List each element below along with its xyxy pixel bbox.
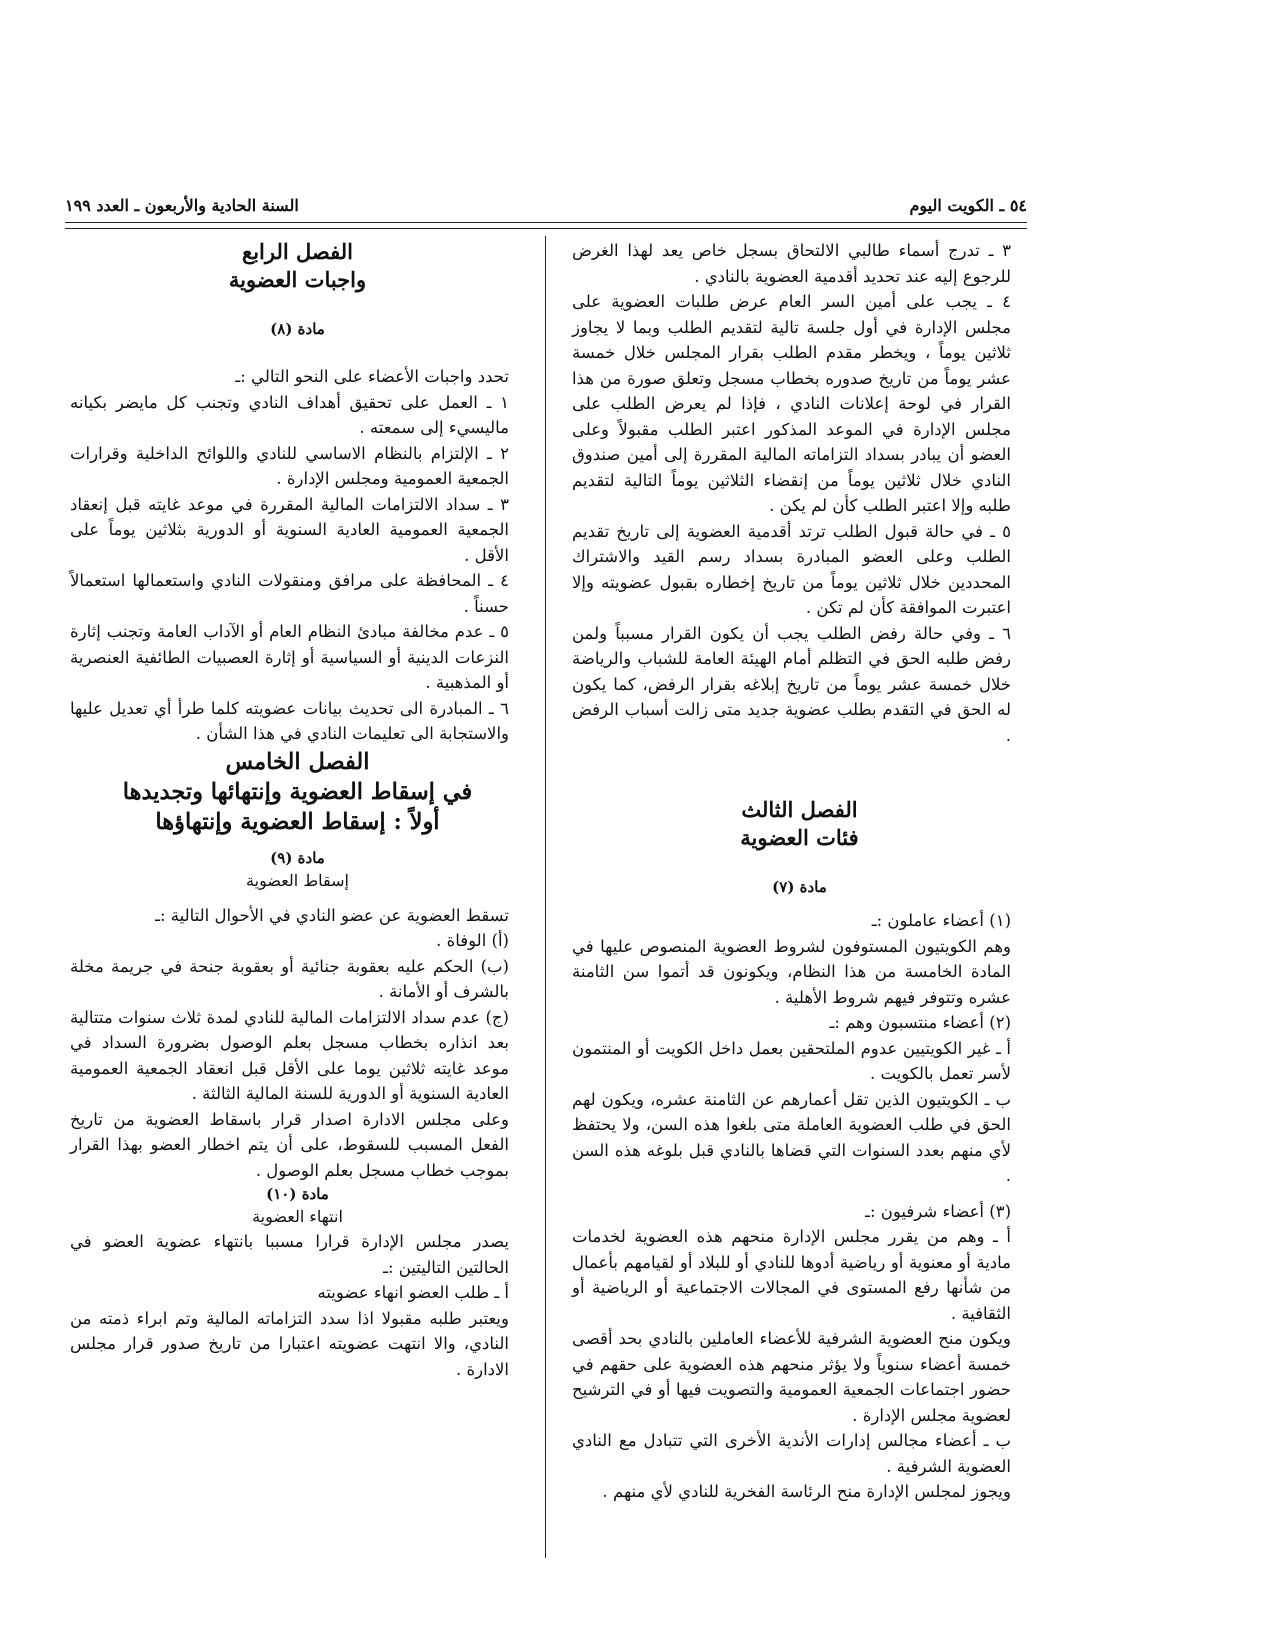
duties-intro: تحدد واجبات الأعضاء على النحو التالي :ـ — [235, 367, 509, 386]
category-1-title: (١) أعضاء عاملون :ـ — [871, 911, 1011, 930]
closing-note: ويجوز لمجلس الإدارة منح الرئاسة الفخرية للنادي لأي منهم . — [602, 1482, 1011, 1501]
header-page-title: ٥٤ ـ الكويت اليوم — [909, 196, 1027, 215]
duty-4: ٤ ـ المحافظة على مرافق ومنقولات النادي واستعمالها استعمالاً حسناً . — [70, 571, 509, 616]
category-1-text: وهم الكويتيون المستوفون لشروط العضوية المنصوص عليها في المادة الخامسة من هذا النظام، ويكونون قد أتموا سن الثامنة عشره وتتوفر فيهم شروط الأهلية . — [572, 936, 1011, 1007]
chapter-3-subtitle: فئات العضوية — [740, 825, 859, 850]
header-rule-bottom — [65, 228, 1027, 229]
duty-3: ٣ ـ سداد الالتزامات المالية المقررة في موعد غايته قبل إنعقاد الجمعية العمومية العادية السنوية أو الدورية بثلاثين يوماً على الأقل . — [70, 494, 509, 565]
paragraph-4: ٤ ـ يجب على أمين السر العام عرض طلبات العضوية على مجلس الإدارة في أول جلسة تالية لتقديم الطلب وبما لا يجاوز ثلاثين يوماً ، ويخطر مقدم الطلب بقرار المجلس خلال خمسة عشر يوماً من تاريخ صدوره بخطاب مسجل وتعلق صورة من هذا القرار في لوحة إعلانات النادي ، فإذا لم يعرض الطلب على مجلس الإدارة في الموعد المذكور اعتبر الطلب مقبولاً وعلى العضو أن يبادر بسداد التزاماته المالية المقررة إلى أمين صندوق النادي خلال ثلاثين يوماً من إنقضاء الثلاثين يوماً التالية لتقديم طلبه وإلا اعتبر الطلب كأن لم يكن . — [572, 292, 1011, 515]
article-9-heading: مادة (٩) — [270, 848, 325, 867]
article-10-item-a: أ ـ طلب العضو انهاء عضويته — [317, 1283, 509, 1302]
category-3-item-a: أ ـ وهم من يقرر مجلس الإدارة منحهم هذه العضوية لخدمات مادية أو معنوية أو رياضية أدوها للنادي أو للبلاد أو لقيامهم بأعمال من شأنها رفع المستوى في المجالات الاجتماعية أو الرياضية أو الثقافية . — [572, 1227, 1011, 1323]
category-2-item-b: ب ـ الكويتيون الذين تقل أعمارهم عن الثامنة عشره، ويكون لهم الحق في طلب العضوية العاملة متى بلغوا هذه السن، ولا يحتفظ لأي منهم بعدد السنوات التي قضاها بالنادي قبل بلوغه هذه السن . — [572, 1089, 1011, 1185]
article-10-heading: مادة (١٠) — [266, 1185, 329, 1203]
article-9-item-b: (ب) الحكم عليه بعقوبة جنائية أو بعقوبة جنحة في جريمة مخلة بالشرف أو الأمانة . — [70, 956, 509, 1001]
article-10-text: ويعتبر طلبه مقبولا اذا سدد التزاماته المالية وتم ابراء ذمته من النادي، والا انتهت عضويته اعتبارا من تاريخ صدور قرار مجلس الادارة . — [70, 1308, 509, 1379]
article-9-item-a: (أ) الوفاة . — [436, 931, 509, 950]
header-issue-info: السنة الحادية والأربعون ـ العدد ١٩٩ — [65, 196, 299, 215]
category-3-item-b: ب ـ أعضاء مجالس إدارات الأندية الأخرى التي تتبادل مع النادي العضوية الشرفية . — [572, 1431, 1011, 1476]
category-2-title: (٢) أعضاء منتسبون وهم :ـ — [829, 1013, 1011, 1032]
article-7-heading: مادة (٧) — [772, 878, 827, 896]
right-column — [572, 238, 1027, 1505]
left-column — [70, 238, 525, 1382]
article-9-board-note: وعلى مجلس الادارة اصدار قرار باسقاط العضوية من تاريخ الفعل المسبب للسقوط، على أن يتم اخطار العضو بهذا القرار بموجب خطاب مسجل بعلم الوصول . — [70, 1109, 509, 1180]
section-1-title: أولاً : إسقاط العضوية وإنتهاؤها — [155, 808, 440, 835]
article-8-heading: مادة (٨) — [270, 320, 325, 338]
chapter-5-subtitle: في إسقاط العضوية وإنتهائها وتجديدها — [122, 778, 473, 805]
article-10-title: انتهاء العضوية — [252, 1207, 343, 1226]
page-header — [65, 196, 1027, 222]
category-3-item-a-continued: ويكون منح العضوية الشرفية للأعضاء العاملين بالنادي بحد أقصى خمسة أعضاء سنوياً ولا يؤثر منحهم هذه العضوية على حقهم في حضور اجتماعات الجمعية العمومية والتصويت فيها أو في الترشيح لعضوية مجلس الإدارة . — [572, 1329, 1011, 1425]
category-2-item-a: أ ـ غير الكويتيين عدوم الملتحقين بعمل داخل الكويت أو المنتمون لأسر تعمل بالكويت . — [572, 1038, 1011, 1083]
duty-5: ٥ ـ عدم مخالفة مبادئ النظام العام أو الآداب العامة وتجنب إثارة النزعات الدينية أو السياسية أو إثارة العصبيات الطائفية العنصرية أو المذهبية . — [70, 622, 509, 692]
article-9-intro: تسقط العضوية عن عضو النادي في الأحوال التالية :ـ — [155, 905, 509, 925]
article-10-intro: يصدر مجلس الإدارة قرارا مسببا بانتهاء عضوية العضو في الحالتين التاليتين :ـ — [70, 1232, 509, 1277]
chapter-5-title: الفصل الخامس — [225, 748, 370, 775]
header-rule-top — [65, 222, 1027, 223]
article-9-item-c: (ج) عدم سداد الالتزامات المالية للنادي لمدة ثلاث سنوات متتالية بعد انذاره بخطاب مسجل بعلم الوصول بضرورة السداد في موعد غايته ثلاثين يوما على الأقل قبل انعقاد الجمعية العمومية العادية السنوية أو الدورية للسنة المالية الثالثة . — [70, 1007, 509, 1103]
category-3-title: (٣) أعضاء شرفيون :ـ — [865, 1201, 1011, 1221]
duty-2: ٢ ـ الإلتزام بالنظام الاساسي للنادي واللوائح الداخلية وقرارات الجمعية العمومية ومجلس الإدارة . — [70, 443, 509, 488]
paragraph-3: ٣ ـ تدرج أسماء طالبي الالتحاق بسجل خاص يعد لهذا الغرض للرجوع إليه عند تحديد أقدمية العضوية بالنادي . — [572, 241, 1011, 286]
chapter-3-title: الفصل الثالث — [741, 797, 858, 822]
article-9-title: إسقاط العضوية — [246, 870, 349, 890]
chapter-4-subtitle: واجبات العضوية — [228, 267, 367, 292]
duty-1: ١ ـ العمل على تحقيق أهداف النادي وتجنب كل مايضر بكيانه ماليسيء إلى سمعته . — [70, 392, 509, 437]
chapter-4-title: الفصل الرابع — [242, 239, 353, 264]
paragraph-6: ٦ ـ وفي حالة رفض الطلب يجب أن يكون القرار مسبباً ولمن رفض طلبه الحق في التظلم أمام الهيئة العامة للشباب والرياضة خلال خمسة عشر يوماً من تاريخ إبلاغه بقرار الرفض، كما يكون له الحق في التقدم بطلب عضوية جديد متى زالت أسباب الرفض . — [572, 623, 1011, 745]
duty-6: ٦ ـ المبادرة الى تحديث بيانات عضويته كلما طرأ أي تعديل عليها والاستجابة الى تعليمات النادي في هذا الشأن . — [70, 698, 509, 743]
paragraph-5: ٥ ـ في حالة قبول الطلب ترتد أقدمية العضوية إلى تاريخ تقديم الطلب وعلى العضو المبادرة بسداد رسم القيد والاشتراك المحددين خلال ثلاثين يوماً من تاريخ إخطاره بقبول عضويته وإلا اعتبرت الموافقة كأن لم تكن . — [572, 521, 1011, 617]
column-divider — [545, 236, 546, 1558]
